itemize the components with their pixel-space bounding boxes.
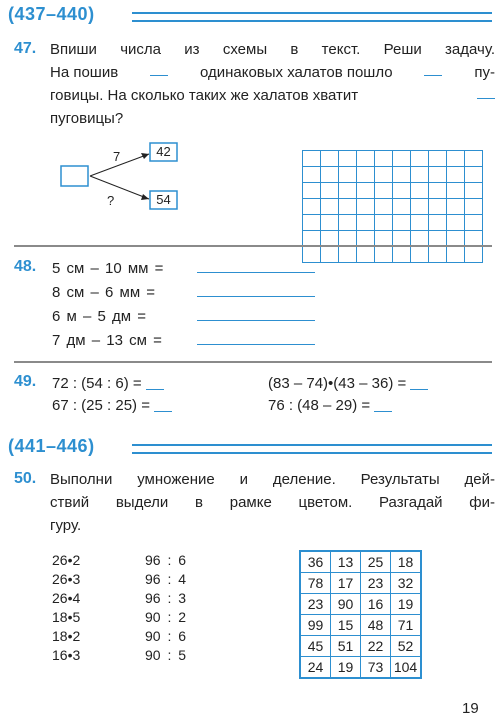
task-50-expression: 26•2 (52, 552, 81, 568)
task-50-expression: 90 : 2 (145, 609, 187, 625)
grid-cell[interactable] (429, 247, 447, 263)
blank-count-gowns[interactable] (150, 61, 168, 76)
grid-cell[interactable] (429, 199, 447, 215)
answer-blank[interactable] (410, 375, 428, 390)
grid-cell[interactable] (357, 151, 375, 167)
task-50-expression: 18•2 (52, 628, 81, 644)
grid-cell[interactable] (321, 183, 339, 199)
figure-cell[interactable]: 51 (331, 636, 361, 657)
scheme-value-bottom: 54 (156, 192, 171, 207)
grid-cell[interactable] (393, 151, 411, 167)
task-47-scheme (55, 140, 185, 212)
grid-cell[interactable] (303, 183, 321, 199)
grid-cell[interactable] (321, 151, 339, 167)
task-48-row (52, 330, 315, 354)
grid-cell[interactable] (303, 199, 321, 215)
figure-cell[interactable]: 71 (391, 615, 422, 636)
section-header-rule (132, 12, 492, 22)
grid-cell[interactable] (465, 215, 483, 231)
figure-cell[interactable]: 23 (361, 573, 391, 594)
grid-cell[interactable] (357, 215, 375, 231)
grid-cell[interactable] (429, 183, 447, 199)
grid-cell[interactable] (393, 167, 411, 183)
figure-cell[interactable]: 52 (391, 636, 422, 657)
task-50-expression: 96 : 4 (145, 571, 187, 587)
task-50-expression: 90 : 6 (145, 628, 187, 644)
figure-cell[interactable]: 32 (391, 573, 422, 594)
task-50-expression: 16•3 (52, 647, 81, 663)
task-50-text (50, 468, 495, 537)
grid-cell[interactable] (429, 215, 447, 231)
grid-cell[interactable] (303, 167, 321, 183)
task-47-line-2 (50, 61, 495, 84)
grid-cell[interactable] (339, 151, 357, 167)
grid-cell[interactable] (303, 215, 321, 231)
grid-cell[interactable] (411, 151, 429, 167)
grid-cell[interactable] (321, 247, 339, 263)
figure-grid-table (299, 550, 422, 679)
section-header-441-446: (441–446) (8, 436, 95, 456)
divider (14, 361, 492, 363)
task-50-expression: 18•5 (52, 609, 81, 625)
grid-cell[interactable] (465, 199, 483, 215)
scheme-empty-box[interactable] (61, 166, 88, 186)
task-49-row (52, 395, 172, 417)
grid-cell[interactable] (393, 183, 411, 199)
grid-cell[interactable] (339, 215, 357, 231)
task-48-number: 48. (14, 258, 37, 275)
scheme-value-top: 42 (156, 144, 171, 159)
grid-cell[interactable] (447, 183, 465, 199)
task-48-expr: 5 см – 10 мм = (52, 260, 164, 277)
grid-cell[interactable] (375, 215, 393, 231)
grid-cell[interactable] (339, 167, 357, 183)
blank-buttons-available[interactable] (477, 84, 495, 99)
figure-cell[interactable]: 90 (331, 594, 361, 615)
task-50-line: ствий выдели в рамке цветом. Разгадай фи- (50, 494, 495, 511)
grid-cell[interactable] (447, 199, 465, 215)
task-49-expr: (83 – 74)•(43 – 36) = (268, 375, 407, 392)
grid-cell[interactable] (303, 151, 321, 167)
task-49-expr: 76 : (48 – 29) = (268, 397, 371, 414)
task-48-row (52, 306, 315, 330)
grid-cell[interactable] (447, 247, 465, 263)
grid-cell[interactable] (357, 199, 375, 215)
scheme-label-top: 7 (113, 149, 121, 164)
answer-line[interactable] (197, 258, 315, 273)
task-50-column-multiplication (52, 551, 112, 665)
task-49-row (268, 395, 428, 417)
answer-line[interactable] (197, 306, 315, 321)
grid-cell[interactable] (375, 247, 393, 263)
section-header-437-440: (437–440) (8, 4, 95, 24)
page-number: 19 (462, 700, 479, 717)
task-50-expression: 26•4 (52, 590, 81, 606)
grid-cell[interactable] (411, 215, 429, 231)
task-47-text-a: На пошив (50, 64, 119, 81)
grid-cell[interactable] (321, 215, 339, 231)
task-49-left (52, 373, 172, 417)
task-49-row (268, 373, 428, 395)
figure-cell[interactable]: 25 (361, 551, 391, 573)
task-48-expr: 8 см – 6 мм = (52, 284, 156, 301)
grid-cell[interactable] (447, 151, 465, 167)
task-49-right (268, 373, 428, 417)
task-48-row (52, 258, 315, 282)
grid-cell[interactable] (375, 183, 393, 199)
figure-cell[interactable]: 15 (331, 615, 361, 636)
grid-cell[interactable] (357, 247, 375, 263)
task-50-line: гуру. (50, 517, 82, 534)
grid-cell[interactable] (411, 183, 429, 199)
scheme-label-bottom: ? (107, 193, 115, 208)
task-48-expr: 6 м – 5 дм = (52, 308, 147, 325)
grid-cell[interactable] (429, 151, 447, 167)
grid-cell[interactable] (447, 215, 465, 231)
task-48-rows (52, 258, 315, 354)
grid-cell[interactable] (465, 247, 483, 263)
grid-cell[interactable] (339, 183, 357, 199)
grid-cell[interactable] (339, 247, 357, 263)
figure-cell[interactable]: 36 (300, 551, 331, 573)
figure-cell[interactable]: 16 (361, 594, 391, 615)
task-50-column-division (145, 551, 215, 665)
figure-cell[interactable]: 13 (331, 551, 361, 573)
task-47-number: 47. (14, 40, 37, 57)
figure-cell[interactable]: 104 (391, 657, 422, 679)
task-49-expr: 67 : (25 : 25) = (52, 397, 150, 414)
grid-cell[interactable] (465, 151, 483, 167)
grid-cell[interactable] (375, 151, 393, 167)
task-50-expression: 96 : 3 (145, 590, 187, 606)
task-50-line: Выполни умножение и деление. Результаты дей- (50, 471, 495, 488)
grid-cell[interactable] (375, 199, 393, 215)
figure-cell[interactable]: 24 (300, 657, 331, 679)
figure-cell[interactable]: 22 (361, 636, 391, 657)
grid-cell[interactable] (321, 167, 339, 183)
grid-cell[interactable] (375, 167, 393, 183)
grid-cell[interactable] (429, 167, 447, 183)
blank-buttons-used[interactable] (424, 61, 442, 76)
task-48-expr: 7 дм – 13 см = (52, 332, 162, 349)
answer-line[interactable] (197, 282, 315, 297)
figure-cell[interactable]: 45 (300, 636, 331, 657)
grid-cell[interactable] (411, 199, 429, 215)
task-50-expression: 90 : 5 (145, 647, 187, 663)
grid-cell[interactable] (357, 183, 375, 199)
grid-cell[interactable] (411, 247, 429, 263)
task-47-text-b: одинаковых халатов пошло (199, 64, 393, 81)
grid-cell[interactable] (321, 199, 339, 215)
task-50-expression: 26•3 (52, 571, 81, 587)
task-47-text (50, 38, 495, 130)
scheme-arrow-bottom (90, 176, 149, 199)
answer-blank[interactable] (146, 375, 164, 390)
grid-cell[interactable] (357, 167, 375, 183)
grid-cell[interactable] (393, 247, 411, 263)
grid-cell[interactable] (339, 199, 357, 215)
task-47-line-4: пуговицы? (50, 110, 124, 127)
figure-cell[interactable]: 18 (391, 551, 422, 573)
task-47-text-c: пу- (474, 64, 495, 81)
arrow-head-icon (141, 153, 149, 159)
grid-cell[interactable] (393, 199, 411, 215)
task-50-number: 50. (14, 470, 37, 487)
divider (14, 245, 492, 247)
grid-cell[interactable] (411, 167, 429, 183)
answer-blank[interactable] (154, 397, 172, 412)
figure-grid (299, 550, 422, 679)
grid-cell[interactable] (465, 167, 483, 183)
arrow-head-icon (141, 194, 149, 200)
answer-line[interactable] (197, 330, 315, 345)
task-47-text-d: говицы. На сколько таких же халатов хватит (50, 87, 359, 104)
task-49-row (52, 373, 172, 395)
grid-cell[interactable] (447, 167, 465, 183)
figure-cell[interactable]: 17 (331, 573, 361, 594)
task-50-expression: 96 : 6 (145, 552, 187, 568)
section-header-rule (132, 444, 492, 454)
task-47-line-3 (50, 84, 495, 107)
task-48-row (52, 282, 315, 306)
figure-cell[interactable]: 19 (331, 657, 361, 679)
task-49-expr: 72 : (54 : 6) = (52, 375, 142, 392)
grid-cell[interactable] (393, 215, 411, 231)
task-47-line-1: Впиши числа из схемы в текст. Реши задачу. (50, 41, 495, 58)
figure-cell[interactable]: 23 (300, 594, 331, 615)
grid-cell[interactable] (465, 183, 483, 199)
figure-cell[interactable]: 73 (361, 657, 391, 679)
task-49-number: 49. (14, 373, 37, 390)
figure-cell[interactable]: 48 (361, 615, 391, 636)
figure-cell[interactable]: 19 (391, 594, 422, 615)
answer-blank[interactable] (374, 397, 392, 412)
figure-cell[interactable]: 99 (300, 615, 331, 636)
figure-cell[interactable]: 78 (300, 573, 331, 594)
